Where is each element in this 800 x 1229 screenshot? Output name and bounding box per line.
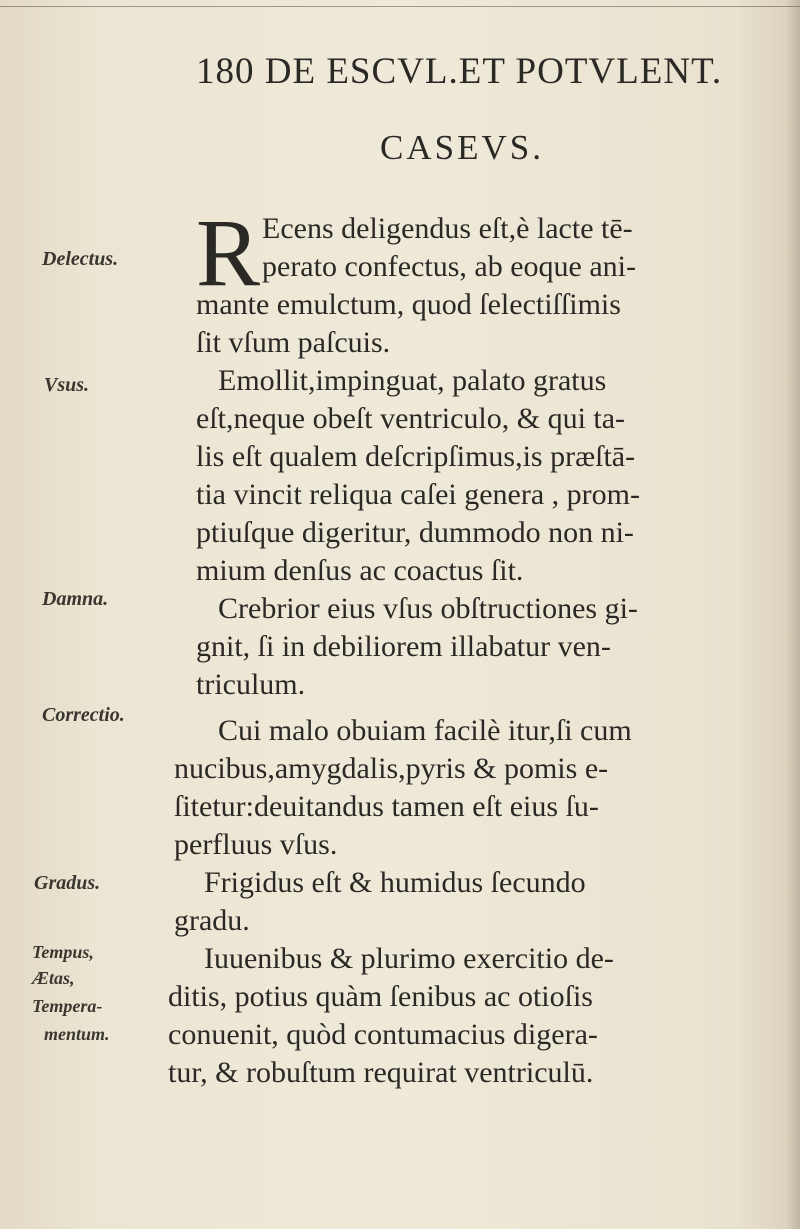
text-line-20: Iuuenibus & plurimo exercitio de- (204, 942, 614, 975)
text-line-6: eſt,neque obeſt ventriculo, & qui ta- (196, 402, 626, 435)
text-line-7: lis eſt qualem deſcripſimus,is præſtā- (196, 440, 636, 473)
text-line-16: ſitetur:deuitandus tamen eſt eius ſu- (174, 790, 599, 823)
margin-note-tempus: Tempus, (32, 942, 94, 962)
text-line-23: tur, & robuſtum requirat ventriculū. (168, 1056, 594, 1089)
text-line-11: Crebrior eius vſus obſtructiones gi- (218, 592, 638, 625)
text-line-8: tia vincit reliqua caſei genera , prom- (196, 478, 640, 511)
text-line-12: gnit, ſi in debiliorem illabatur ven- (196, 630, 611, 663)
text-line-15: nucibus,amygdalis,pyris & pomis e- (174, 752, 609, 785)
margin-note-aetas: Ætas, (32, 968, 75, 988)
text-line-10: mium denſus ac coactus ſit. (196, 554, 524, 587)
text-line-14: Cui malo obuiam facilè itur,ſi cum (218, 714, 632, 747)
margin-note-usus: Vsus. (44, 374, 90, 396)
margin-note-correctio: Correctio. (42, 704, 125, 726)
margin-note-delectus: Delectus. (42, 248, 119, 270)
text-line-3: mante emulctum, quod ſelectiſſimis (196, 288, 621, 321)
margin-note-mentum: mentum. (44, 1024, 110, 1044)
text-line-1: Ecens deligendus eſt,è lacte tē- (262, 212, 633, 245)
text-line-13: triculum. (196, 668, 306, 701)
text-line-4: ſit vſum paſcuis. (196, 326, 391, 359)
text-line-2: perato confectus, ab eoque ani- (262, 250, 636, 283)
text-line-18: Frigidus eſt & humidus ſecundo (204, 866, 586, 899)
text-line-21: ditis, potius quàm ſenibus ac otioſis (168, 980, 593, 1013)
text-line-5: Emollit,impinguat, palato gratus (218, 364, 607, 397)
page-edge-shadow (786, 0, 800, 1229)
top-rule (0, 0, 800, 7)
text-line-17: perfluus vſus. (174, 828, 338, 861)
margin-note-gradus: Gradus. (34, 872, 101, 894)
section-title: CASEVS. (380, 128, 544, 167)
text-line-19: gradu. (174, 904, 250, 937)
text-line-9: ptiuſque digeritur, dummodo non ni- (196, 516, 634, 549)
running-head: 180 DE ESCVL.ET POTVLENT. (196, 51, 723, 92)
margin-note-tempera: Tempera- (32, 996, 103, 1016)
margin-note-damna: Damna. (42, 588, 109, 610)
drop-capital: R (196, 199, 261, 306)
text-line-22: conuenit, quòd contumacius digera- (168, 1018, 598, 1051)
